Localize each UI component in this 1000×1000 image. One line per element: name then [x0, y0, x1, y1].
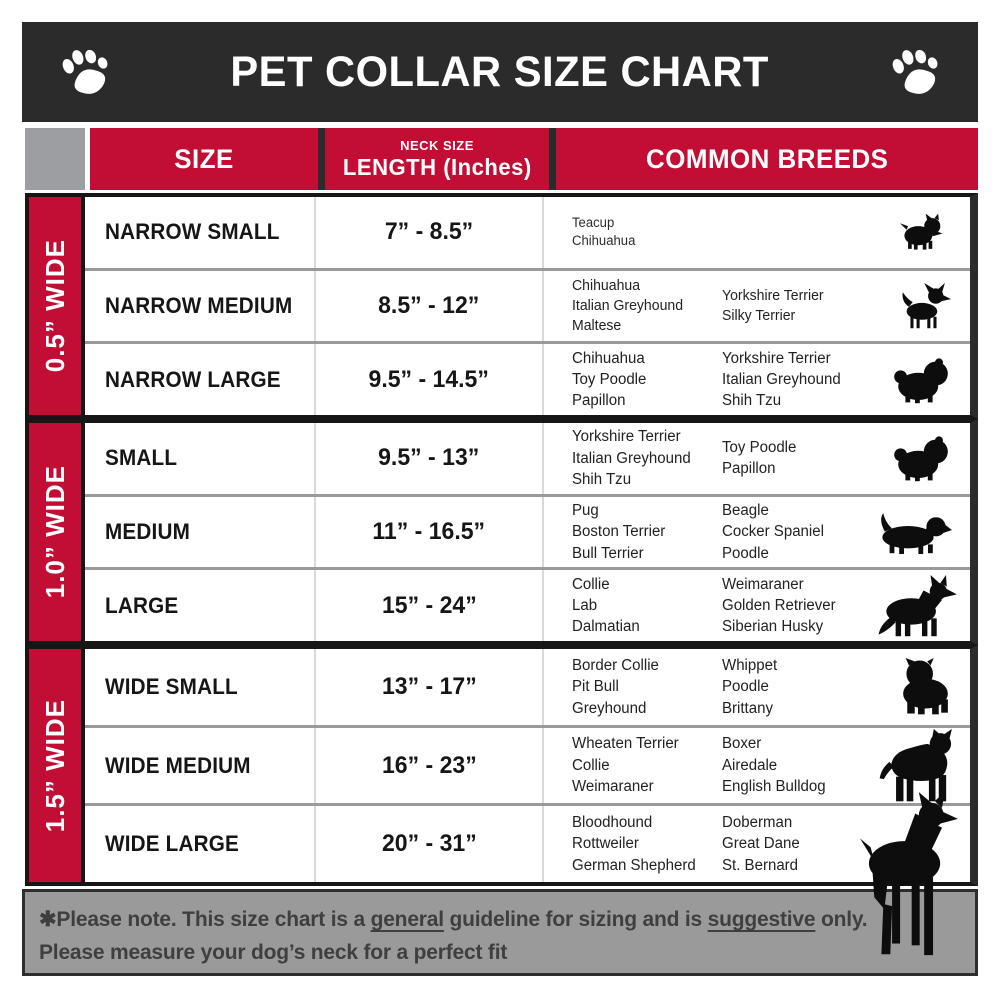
table-row [85, 197, 970, 268]
column-header-common-breeds [556, 128, 978, 190]
neck-length: 16” - 23” [381, 751, 477, 779]
breeds-list: Whippet Poodle Brittany [722, 656, 778, 717]
neck-size-sublabel: NECK SIZE [400, 137, 474, 153]
breeds-list: Yorkshire Terrier Italian Greyhound Shih Tzu [572, 428, 691, 489]
doberman-icon [860, 792, 958, 957]
corner-cell [25, 128, 85, 190]
breeds-header-label: COMMON BREEDS [645, 143, 889, 174]
beagle-icon [872, 510, 952, 554]
width-strip [25, 645, 85, 886]
neck-size-header-label: LENGTH (Inches) [342, 153, 532, 180]
chihuahua-icon [898, 283, 952, 329]
size-name: MEDIUM [105, 519, 190, 544]
breeds-list: Doberman Great Dane St. Bernard [722, 814, 800, 874]
width-strip-label: 1.0” WIDE [39, 465, 70, 599]
breeds-list: Bloodhound Rottweiler German Shepherd [572, 814, 696, 874]
column-header-size [90, 128, 318, 190]
breeds-list: Boxer Airedale English Bulldog [722, 735, 826, 796]
breeds-list: Beagle Cocker Spaniel Poodle [722, 501, 824, 562]
breeds-list: Toy Poodle Papillon [722, 438, 797, 478]
page-title: PET COLLAR SIZE CHART [230, 47, 770, 96]
width-strip-label: 0.5” WIDE [39, 239, 70, 373]
breeds-list: Collie Lab Dalmatian [572, 575, 640, 636]
footer-line-2: Please measure your dog’s neck for a perfect fit [39, 940, 508, 964]
table-row [85, 570, 970, 641]
neck-length: 11” - 16.5” [372, 518, 486, 545]
size-header-label: SIZE [174, 143, 234, 174]
neck-length: 7” - 8.5” [384, 218, 474, 246]
bulldog-icon [894, 658, 952, 716]
size-name: WIDE MEDIUM [105, 752, 251, 778]
section-one-half-inch-wide [25, 645, 978, 886]
table-row [85, 344, 970, 415]
neck-length: 20” - 31” [381, 830, 477, 858]
breeds-list: Yorkshire Terrier Italian Greyhound Shih Tzu [722, 349, 841, 410]
section-half-inch-wide [25, 193, 978, 419]
table-row [85, 271, 970, 342]
size-name: WIDE SMALL [105, 673, 238, 699]
size-name: SMALL [105, 445, 178, 471]
paw-icon [886, 43, 944, 101]
footer-note [22, 889, 978, 976]
size-name: NARROW SMALL [105, 219, 280, 245]
header-divider [549, 128, 556, 190]
width-strip [25, 419, 85, 645]
size-name: NARROW LARGE [105, 366, 281, 392]
breeds-list: Border Collie Pit Bull Greyhound [572, 656, 659, 717]
pekingese-icon [894, 434, 952, 482]
shih-tzu-icon [894, 356, 952, 404]
neck-length: 9.5” - 14.5” [368, 365, 490, 393]
table-row [85, 497, 970, 568]
neck-length: 15” - 24” [381, 591, 477, 619]
neck-length: 9.5” - 13” [378, 444, 480, 472]
neck-length: 8.5” - 12” [378, 292, 480, 319]
breeds-list: Yorkshire Terrier Silky Terrier [722, 288, 824, 324]
size-name: LARGE [105, 592, 179, 618]
size-name: WIDE LARGE [105, 831, 240, 857]
footer-line-1: ✱Please note. This size chart is a general guideline for sizing and is suggestive only. [39, 908, 868, 931]
breeds-list: Weimaraner Golden Retriever Siberian Husky [722, 575, 836, 636]
title-bar [22, 22, 978, 122]
table-row [85, 806, 970, 882]
table-row [85, 728, 970, 804]
column-header-neck-size [325, 128, 549, 190]
header-divider [318, 128, 325, 190]
breeds-list: Chihuahua Toy Poodle Papillon [572, 349, 647, 410]
width-strip [25, 193, 85, 419]
width-strip-label: 1.5” WIDE [39, 698, 70, 833]
size-name: NARROW MEDIUM [105, 293, 293, 318]
neck-length: 13” - 17” [381, 672, 477, 700]
table-row [85, 649, 970, 725]
breeds-list: Chihuahua Italian Greyhound Maltese [572, 278, 684, 334]
german-shepherd-icon [872, 575, 958, 637]
breeds-list: Teacup Chihuahua [572, 214, 636, 249]
section-one-inch-wide [25, 419, 978, 645]
breeds-list: Wheaten Terrier Collie Weimaraner [572, 735, 679, 796]
breeds-list: Pug Boston Terrier Bull Terrier [572, 501, 666, 562]
yorkshire-terrier-icon [900, 213, 944, 251]
paw-icon [56, 43, 114, 101]
table-row [85, 423, 970, 494]
